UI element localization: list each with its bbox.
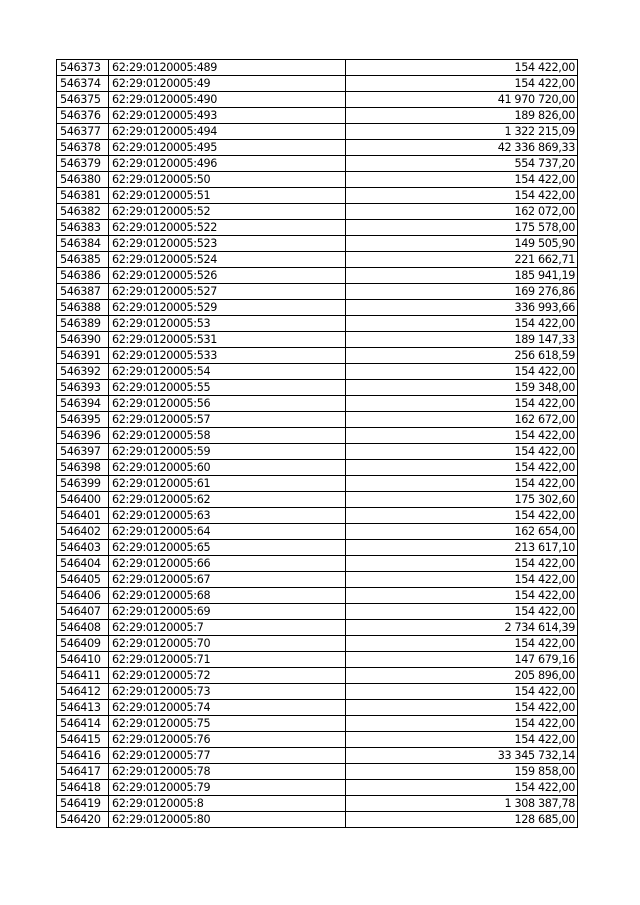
table-row — [57, 764, 578, 780]
cadastral-value-cell: 154 422,00 — [346, 60, 578, 76]
cadastral-value-cell: 149 505,90 — [346, 236, 578, 252]
row-number-cell: 546391 — [57, 348, 109, 364]
cadastral-value-cell: 154 422,00 — [346, 588, 578, 604]
table-row — [57, 204, 578, 220]
row-number-cell: 546414 — [57, 716, 109, 732]
row-number-cell: 546373 — [57, 60, 109, 76]
cadastral-number-cell: 62:29:0120005:62 — [109, 492, 346, 508]
table-row — [57, 284, 578, 300]
table-row — [57, 348, 578, 364]
table-row — [57, 252, 578, 268]
cadastral-number-cell: 62:29:0120005:49 — [109, 76, 346, 92]
row-number-cell: 546387 — [57, 284, 109, 300]
row-number-cell: 546379 — [57, 156, 109, 172]
cadastral-number-cell: 62:29:0120005:55 — [109, 380, 346, 396]
row-number-cell: 546383 — [57, 220, 109, 236]
cadastral-number-cell: 62:29:0120005:53 — [109, 316, 346, 332]
cadastral-value-cell: 147 679,16 — [346, 652, 578, 668]
cadastral-value-cell: 154 422,00 — [346, 636, 578, 652]
table-row — [57, 412, 578, 428]
row-number-cell: 546390 — [57, 332, 109, 348]
cadastral-value-cell: 154 422,00 — [346, 572, 578, 588]
cadastral-value-cell: 154 422,00 — [346, 364, 578, 380]
row-number-cell: 546411 — [57, 668, 109, 684]
cadastral-value-cell: 1 308 387,78 — [346, 796, 578, 812]
cadastral-value-cell: 154 422,00 — [346, 732, 578, 748]
cadastral-value-cell: 159 348,00 — [346, 380, 578, 396]
cadastral-number-cell: 62:29:0120005:56 — [109, 396, 346, 412]
cadastral-value-cell: 159 858,00 — [346, 764, 578, 780]
cadastral-value-cell: 154 422,00 — [346, 476, 578, 492]
cadastral-value-cell: 154 422,00 — [346, 716, 578, 732]
cadastral-value-cell: 154 422,00 — [346, 684, 578, 700]
cadastral-number-cell: 62:29:0120005:490 — [109, 92, 346, 108]
cadastral-value-cell: 154 422,00 — [346, 780, 578, 796]
cadastral-value-cell: 162 072,00 — [346, 204, 578, 220]
table-row — [57, 476, 578, 492]
table-row — [57, 540, 578, 556]
cadastral-value-cell: 162 672,00 — [346, 412, 578, 428]
row-number-cell: 546378 — [57, 140, 109, 156]
table-row — [57, 236, 578, 252]
table-row — [57, 460, 578, 476]
cadastral-value-cell: 554 737,20 — [346, 156, 578, 172]
row-number-cell: 546394 — [57, 396, 109, 412]
table-row — [57, 684, 578, 700]
cadastral-number-cell: 62:29:0120005:72 — [109, 668, 346, 684]
cadastral-number-cell: 62:29:0120005:533 — [109, 348, 346, 364]
cadastral-number-cell: 62:29:0120005:526 — [109, 268, 346, 284]
row-number-cell: 546405 — [57, 572, 109, 588]
cadastral-number-cell: 62:29:0120005:80 — [109, 812, 346, 828]
cadastral-value-cell: 169 276,86 — [346, 284, 578, 300]
cadastral-number-cell: 62:29:0120005:493 — [109, 108, 346, 124]
table-row — [57, 428, 578, 444]
cadastral-value-cell: 1 322 215,09 — [346, 124, 578, 140]
table-row — [57, 492, 578, 508]
cadastral-value-cell: 154 422,00 — [346, 444, 578, 460]
cadastral-number-cell: 62:29:0120005:75 — [109, 716, 346, 732]
cadastral-value-cell: 213 617,10 — [346, 540, 578, 556]
row-number-cell: 546420 — [57, 812, 109, 828]
cadastral-value-cell: 185 941,19 — [346, 268, 578, 284]
cadastral-number-cell: 62:29:0120005:67 — [109, 572, 346, 588]
cadastral-number-cell: 62:29:0120005:73 — [109, 684, 346, 700]
table-row — [57, 716, 578, 732]
table-row — [57, 700, 578, 716]
cadastral-number-cell: 62:29:0120005:522 — [109, 220, 346, 236]
row-number-cell: 546409 — [57, 636, 109, 652]
cadastral-value-cell: 154 422,00 — [346, 556, 578, 572]
row-number-cell: 546398 — [57, 460, 109, 476]
cadastral-number-cell: 62:29:0120005:489 — [109, 60, 346, 76]
table-row — [57, 380, 578, 396]
cadastral-value-cell: 41 970 720,00 — [346, 92, 578, 108]
row-number-cell: 546407 — [57, 604, 109, 620]
row-number-cell: 546399 — [57, 476, 109, 492]
table-row — [57, 92, 578, 108]
cadastral-number-cell: 62:29:0120005:59 — [109, 444, 346, 460]
row-number-cell: 546396 — [57, 428, 109, 444]
cadastral-number-cell: 62:29:0120005:527 — [109, 284, 346, 300]
cadastral-value-cell: 154 422,00 — [346, 508, 578, 524]
table-row — [57, 572, 578, 588]
row-number-cell: 546397 — [57, 444, 109, 460]
table-row — [57, 780, 578, 796]
table-row — [57, 188, 578, 204]
cadastral-number-cell: 62:29:0120005:60 — [109, 460, 346, 476]
row-number-cell: 546384 — [57, 236, 109, 252]
table-row — [57, 124, 578, 140]
cadastral-number-cell: 62:29:0120005:63 — [109, 508, 346, 524]
row-number-cell: 546382 — [57, 204, 109, 220]
table-row — [57, 316, 578, 332]
cadastral-value-cell: 175 578,00 — [346, 220, 578, 236]
table-row — [57, 588, 578, 604]
table-row — [57, 604, 578, 620]
cadastral-number-cell: 62:29:0120005:71 — [109, 652, 346, 668]
cadastral-value-cell: 189 147,33 — [346, 332, 578, 348]
cadastral-number-cell: 62:29:0120005:77 — [109, 748, 346, 764]
cadastral-number-cell: 62:29:0120005:495 — [109, 140, 346, 156]
cadastral-number-cell: 62:29:0120005:52 — [109, 204, 346, 220]
table-row — [57, 76, 578, 92]
table-row — [57, 636, 578, 652]
cadastral-number-cell: 62:29:0120005:64 — [109, 524, 346, 540]
table-row — [57, 60, 578, 76]
cadastral-number-cell: 62:29:0120005:50 — [109, 172, 346, 188]
table-row — [57, 812, 578, 828]
row-number-cell: 546419 — [57, 796, 109, 812]
row-number-cell: 546393 — [57, 380, 109, 396]
cadastral-number-cell: 62:29:0120005:61 — [109, 476, 346, 492]
cadastral-number-cell: 62:29:0120005:531 — [109, 332, 346, 348]
row-number-cell: 546412 — [57, 684, 109, 700]
cadastral-value-cell: 205 896,00 — [346, 668, 578, 684]
row-number-cell: 546381 — [57, 188, 109, 204]
cadastral-number-cell: 62:29:0120005:57 — [109, 412, 346, 428]
table-row — [57, 652, 578, 668]
row-number-cell: 546416 — [57, 748, 109, 764]
cadastral-value-cell: 154 422,00 — [346, 396, 578, 412]
table-row — [57, 300, 578, 316]
table-row — [57, 748, 578, 764]
row-number-cell: 546410 — [57, 652, 109, 668]
table-row — [57, 140, 578, 156]
table-row — [57, 620, 578, 636]
cadastral-value-table — [56, 59, 578, 828]
cadastral-value-cell: 336 993,66 — [346, 300, 578, 316]
row-number-cell: 546402 — [57, 524, 109, 540]
row-number-cell: 546401 — [57, 508, 109, 524]
cadastral-number-cell: 62:29:0120005:78 — [109, 764, 346, 780]
cadastral-value-cell: 162 654,00 — [346, 524, 578, 540]
table-row — [57, 508, 578, 524]
table-row — [57, 444, 578, 460]
row-number-cell: 546404 — [57, 556, 109, 572]
row-number-cell: 546415 — [57, 732, 109, 748]
table-row — [57, 556, 578, 572]
table-row — [57, 268, 578, 284]
cadastral-number-cell: 62:29:0120005:76 — [109, 732, 346, 748]
cadastral-value-cell: 221 662,71 — [346, 252, 578, 268]
row-number-cell: 546385 — [57, 252, 109, 268]
cadastral-value-cell: 154 422,00 — [346, 604, 578, 620]
row-number-cell: 546395 — [57, 412, 109, 428]
table-row — [57, 172, 578, 188]
cadastral-value-cell: 33 345 732,14 — [346, 748, 578, 764]
row-number-cell: 546380 — [57, 172, 109, 188]
cadastral-number-cell: 62:29:0120005:74 — [109, 700, 346, 716]
row-number-cell: 546374 — [57, 76, 109, 92]
cadastral-value-cell: 128 685,00 — [346, 812, 578, 828]
cadastral-number-cell: 62:29:0120005:79 — [109, 780, 346, 796]
cadastral-number-cell: 62:29:0120005:69 — [109, 604, 346, 620]
cadastral-value-cell: 256 618,59 — [346, 348, 578, 364]
table-row — [57, 524, 578, 540]
cadastral-number-cell: 62:29:0120005:523 — [109, 236, 346, 252]
cadastral-value-cell: 189 826,00 — [346, 108, 578, 124]
cadastral-number-cell: 62:29:0120005:524 — [109, 252, 346, 268]
table-row — [57, 668, 578, 684]
row-number-cell: 546403 — [57, 540, 109, 556]
cadastral-value-cell: 154 422,00 — [346, 188, 578, 204]
table-row — [57, 796, 578, 812]
cadastral-number-cell: 62:29:0120005:65 — [109, 540, 346, 556]
row-number-cell: 546377 — [57, 124, 109, 140]
row-number-cell: 546376 — [57, 108, 109, 124]
table-row — [57, 396, 578, 412]
cadastral-number-cell: 62:29:0120005:496 — [109, 156, 346, 172]
cadastral-value-cell: 2 734 614,39 — [346, 620, 578, 636]
row-number-cell: 546408 — [57, 620, 109, 636]
cadastral-number-cell: 62:29:0120005:51 — [109, 188, 346, 204]
row-number-cell: 546388 — [57, 300, 109, 316]
row-number-cell: 546386 — [57, 268, 109, 284]
table-row — [57, 156, 578, 172]
cadastral-number-cell: 62:29:0120005:529 — [109, 300, 346, 316]
row-number-cell: 546417 — [57, 764, 109, 780]
table-body — [57, 60, 578, 828]
cadastral-value-cell: 154 422,00 — [346, 172, 578, 188]
cadastral-number-cell: 62:29:0120005:70 — [109, 636, 346, 652]
row-number-cell: 546418 — [57, 780, 109, 796]
table-row — [57, 220, 578, 236]
cadastral-value-cell: 154 422,00 — [346, 428, 578, 444]
cadastral-value-cell: 154 422,00 — [346, 316, 578, 332]
table-row — [57, 732, 578, 748]
cadastral-value-cell: 154 422,00 — [346, 76, 578, 92]
cadastral-number-cell: 62:29:0120005:494 — [109, 124, 346, 140]
row-number-cell: 546413 — [57, 700, 109, 716]
row-number-cell: 546389 — [57, 316, 109, 332]
cadastral-value-cell: 42 336 869,33 — [346, 140, 578, 156]
cadastral-number-cell: 62:29:0120005:54 — [109, 364, 346, 380]
cadastral-number-cell: 62:29:0120005:7 — [109, 620, 346, 636]
cadastral-value-cell: 175 302,60 — [346, 492, 578, 508]
cadastral-number-cell: 62:29:0120005:68 — [109, 588, 346, 604]
table-row — [57, 108, 578, 124]
cadastral-value-cell: 154 422,00 — [346, 460, 578, 476]
row-number-cell: 546392 — [57, 364, 109, 380]
row-number-cell: 546406 — [57, 588, 109, 604]
row-number-cell: 546375 — [57, 92, 109, 108]
cadastral-number-cell: 62:29:0120005:66 — [109, 556, 346, 572]
table-row — [57, 364, 578, 380]
table-row — [57, 332, 578, 348]
cadastral-value-cell: 154 422,00 — [346, 700, 578, 716]
row-number-cell: 546400 — [57, 492, 109, 508]
cadastral-number-cell: 62:29:0120005:8 — [109, 796, 346, 812]
cadastral-number-cell: 62:29:0120005:58 — [109, 428, 346, 444]
